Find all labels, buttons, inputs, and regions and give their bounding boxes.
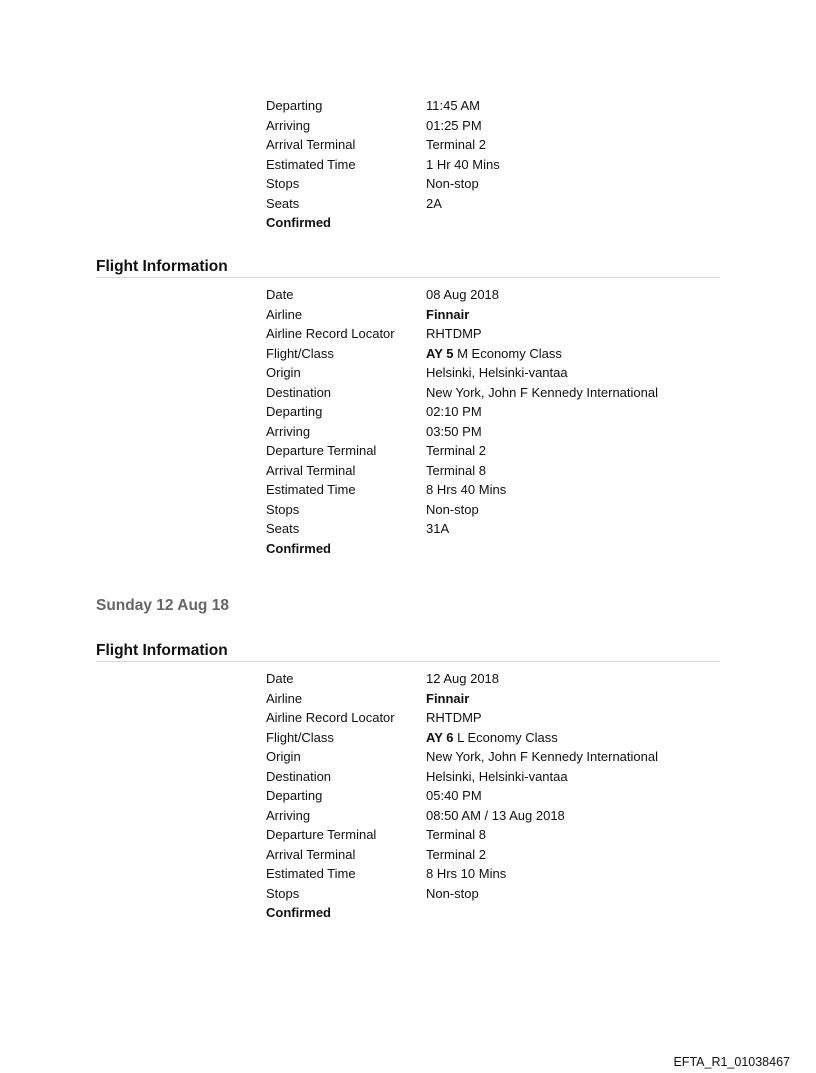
detail-row [266,767,658,787]
detail-row [266,194,500,214]
detail-value: 11:45 AM [426,98,480,113]
detail-label: Flight/Class [266,729,334,745]
detail-value: New York, John F Kennedy International [426,384,658,400]
detail-row [266,96,500,116]
detail-label: Arrival Terminal [266,462,356,478]
status-confirmed: Confirmed [266,215,331,230]
detail-row [266,116,500,136]
detail-label: Destination [266,384,332,400]
detail-row [266,422,658,442]
detail-row [266,383,658,403]
status-confirmed: Confirmed [266,540,331,556]
detail-row-locator [266,324,658,344]
detail-row [266,480,658,500]
detail-row [266,786,658,806]
segment-1-details [266,96,500,233]
detail-value: Non-stop [426,885,479,901]
detail-label: Estimated Time [266,156,356,172]
detail-row [266,461,658,481]
detail-row-airline [266,305,658,325]
detail-label: Departure Terminal [266,443,377,458]
detail-value: 02:10 PM [426,404,482,419]
detail-row-airline [266,689,658,709]
flight-2-details [266,285,658,558]
detail-label: Arrival Terminal [266,846,356,862]
detail-label: Estimated Time [266,482,356,497]
detail-label: Stops [266,176,300,191]
detail-row [266,155,500,175]
detail-label: Arrival Terminal [266,137,356,152]
flight-info-heading: Flight Information [96,642,720,662]
airline-name: Finnair [426,306,470,322]
detail-row [266,441,658,461]
detail-row [266,747,658,767]
detail-label: Departure Terminal [266,827,377,842]
detail-value: 1 Hr 40 Mins [426,156,500,172]
detail-value: Non-stop [426,501,479,517]
detail-label: Date [266,671,294,686]
flight-info-heading: Flight Information [96,258,720,278]
detail-label: Origin [266,749,301,764]
detail-label: Airline [266,306,303,322]
booking-class: L Economy Class [453,729,558,745]
detail-row [266,135,500,155]
detail-label: Origin [266,365,301,380]
record-locator: RHTDMP [426,326,482,341]
detail-row [266,174,500,194]
detail-row [266,500,658,520]
booking-class: M Economy Class [453,345,562,361]
detail-row-flight-class [266,728,658,748]
detail-value: Terminal 2 [426,846,486,862]
detail-label: Seats [266,521,300,536]
flight-3-details [266,669,658,923]
detail-value: 08:50 AM / 13 Aug 2018 [426,807,565,823]
detail-label: Arriving [266,423,311,439]
flight-class-value [426,728,558,748]
flight-class-value [426,344,562,364]
detail-row [266,825,658,845]
airline-name: Finnair [426,690,470,706]
detail-label: Departing [266,98,323,113]
detail-label: Date [266,287,294,302]
detail-label: Departing [266,788,323,803]
detail-value: 03:50 PM [426,423,482,439]
detail-row [266,363,658,383]
detail-row-flight-class [266,344,658,364]
detail-value: Helsinki, Helsinki-vantaa [426,768,568,784]
detail-label: Stops [266,501,300,517]
detail-row-date [266,669,658,689]
record-locator: RHTDMP [426,710,482,725]
detail-value: 05:40 PM [426,788,482,803]
detail-value: 8 Hrs 40 Mins [426,482,507,497]
detail-value: New York, John F Kennedy International [426,749,658,764]
detail-label: Airline [266,690,303,706]
detail-value: 8 Hrs 10 Mins [426,866,507,881]
flight-number: AY 5 [426,345,454,361]
detail-row-locator [266,708,658,728]
detail-value: Terminal 8 [426,827,486,842]
detail-value: Terminal 2 [426,443,486,458]
detail-value: Terminal 2 [426,137,486,152]
detail-label: Seats [266,195,300,211]
detail-row [266,519,658,539]
detail-row [266,864,658,884]
detail-value: 01:25 PM [426,117,482,133]
detail-label: Airline Record Locator [266,326,395,341]
detail-value: Helsinki, Helsinki-vantaa [426,365,568,380]
detail-row [266,845,658,865]
detail-label: Airline Record Locator [266,710,395,725]
day-heading: Sunday 12 Aug 18 [96,597,229,614]
detail-row [266,402,658,422]
detail-value: 2A [426,195,442,211]
detail-row-date [266,285,658,305]
detail-label: Departing [266,404,323,419]
document-id-footer: EFTA_R1_01038467 [673,1055,790,1069]
detail-label: Arriving [266,117,311,133]
detail-value: 08 Aug 2018 [426,287,500,302]
detail-value: Non-stop [426,176,479,191]
detail-row [266,806,658,826]
detail-row [266,884,658,904]
flight-number: AY 6 [426,729,454,745]
detail-value: Terminal 8 [426,462,486,478]
detail-label: Destination [266,768,332,784]
status-confirmed: Confirmed [266,905,331,920]
detail-label: Stops [266,885,300,901]
detail-value: 31A [426,521,450,536]
detail-value: 12 Aug 2018 [426,671,500,686]
detail-label: Estimated Time [266,866,356,881]
detail-label: Arriving [266,807,311,823]
detail-label: Flight/Class [266,345,334,361]
